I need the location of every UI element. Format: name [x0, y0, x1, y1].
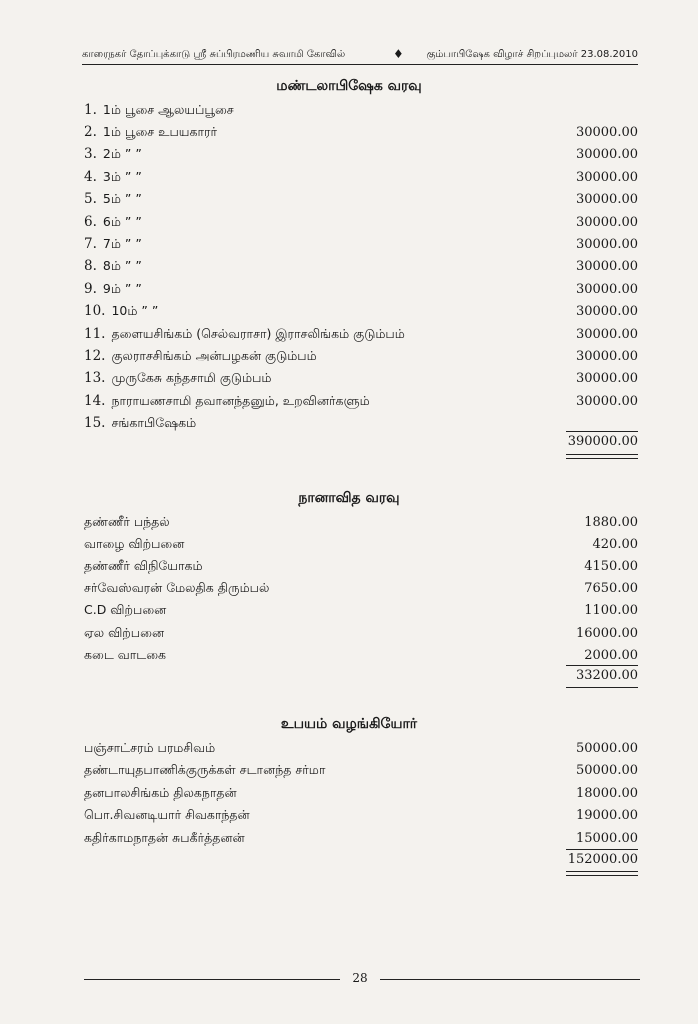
list-item — [84, 369, 638, 389]
list-item — [84, 257, 638, 277]
misc-total-rule-bottom — [566, 687, 638, 688]
item-label: தண்டாயுதபாணிக்குருக்கள் சடானந்த சர்மா — [84, 762, 326, 777]
header-left-text: காரைநகர் தோப்புக்காடு ஸ்ரீ சுப்பிரமணிய சுவாமி கோவில் — [82, 49, 346, 60]
item-amount: 4150.00 — [584, 558, 638, 574]
page-number: 28 — [340, 971, 380, 985]
item-number: 3. — [84, 146, 97, 163]
item-amount: 2000.00 — [584, 647, 638, 663]
item-number: 10. — [84, 303, 106, 320]
item-amount: 19000.00 — [575, 808, 638, 823]
donors-total: 152000.00 — [567, 852, 638, 867]
item-amount: 30000.00 — [575, 371, 638, 387]
item-label: 1ம் பூசை உபயகாரர் — [102, 123, 218, 139]
mandala-total-rule-bottom-2 — [566, 458, 638, 459]
item-amount: 30000.00 — [575, 192, 638, 208]
item-label: பொ.சிவனடியார் சிவகாந்தன் — [84, 807, 250, 822]
list-item — [84, 190, 638, 210]
item-label: 8ம் ” ” — [102, 258, 142, 274]
item-amount: 30000.00 — [575, 214, 638, 230]
item-number: 15. — [84, 415, 106, 432]
item-label: 6ம் ” ” — [102, 213, 142, 229]
list-item — [84, 279, 638, 299]
item-number: 4. — [84, 168, 97, 185]
section-title-misc: நானாவித வரவு — [298, 490, 400, 506]
item-label: 5ம் ” ” — [102, 191, 142, 207]
item-amount: 1880.00 — [584, 514, 638, 530]
item-amount: 7650.00 — [584, 581, 638, 597]
item-label: கடை வாடகை — [84, 646, 167, 662]
misc-total: 33200.00 — [575, 668, 638, 683]
item-number: 11. — [84, 325, 106, 342]
list-item — [84, 623, 638, 643]
list-item — [84, 783, 638, 803]
item-number: 6. — [84, 213, 97, 230]
item-amount: 18000.00 — [575, 785, 638, 801]
list-item — [84, 414, 638, 434]
item-amount: 420.00 — [592, 536, 638, 552]
list-item — [84, 738, 638, 758]
item-amount: 30000.00 — [575, 326, 638, 342]
section-title-donors: உபயம் வழங்கியோர் — [280, 716, 418, 732]
misc-total-rule-top — [566, 665, 638, 666]
item-amount: 15000.00 — [575, 830, 638, 846]
list-item — [84, 100, 638, 120]
item-label: தளையசிங்கம் (செல்வராசா) இராசலிங்கம் குடும்பம் — [111, 325, 405, 341]
mandala-total-rule-bottom-1 — [566, 454, 638, 455]
item-amount: 30000.00 — [575, 169, 638, 185]
item-label: நாராயணசாமி தவானந்தனும், உறவினர்களும் — [111, 392, 370, 408]
list-item — [84, 324, 638, 344]
donors-total-rule-bottom-1 — [566, 871, 638, 872]
mandala-total-rule-top — [566, 431, 638, 432]
donors-total-rule-bottom-2 — [566, 875, 638, 876]
item-amount: 30000.00 — [575, 393, 638, 409]
item-number: 2. — [84, 123, 97, 140]
list-item — [84, 212, 638, 232]
item-amount: 30000.00 — [575, 281, 638, 297]
section-title-mandala: மண்டலாபிஷேக வரவு — [276, 78, 422, 94]
list-item — [84, 122, 638, 142]
header-ornament-icon: ♦ — [393, 47, 404, 61]
item-label: சர்வேஸ்வரன் மேலதிக திரும்பல் — [84, 580, 270, 596]
item-label: கதிர்காமநாதன் சுபகீர்த்தனன் — [84, 829, 245, 845]
list-item — [84, 601, 638, 621]
list-item — [84, 512, 638, 532]
mandala-total: 390000.00 — [567, 434, 638, 449]
item-label: 10ம் ” ” — [111, 303, 159, 319]
item-number: 5. — [84, 191, 97, 208]
item-number: 13. — [84, 370, 106, 387]
item-label: சங்காபிஷேகம் — [111, 415, 197, 431]
item-amount: 50000.00 — [575, 763, 638, 778]
item-amount: 50000.00 — [575, 740, 638, 756]
donors-total-rule-top — [566, 849, 638, 850]
item-label: முருகேசு கந்தசாமி குடும்பம் — [111, 370, 272, 386]
list-item — [84, 806, 638, 826]
item-label: குலராசசிங்கம் அன்பழகன் குடும்பம் — [111, 347, 317, 363]
item-label: 3ம் ” ” — [102, 168, 142, 184]
list-item — [84, 302, 638, 322]
item-number: 14. — [84, 392, 106, 409]
list-item — [84, 828, 638, 848]
header-rule — [82, 64, 638, 65]
running-header — [82, 46, 638, 64]
item-amount: 30000.00 — [575, 348, 638, 364]
item-amount: 16000.00 — [575, 625, 638, 641]
list-item — [84, 391, 638, 411]
item-label: 1ம் பூசை ஆலயப்பூசை — [102, 101, 234, 117]
list-item — [84, 556, 638, 576]
list-item — [84, 645, 638, 665]
list-item — [84, 234, 638, 254]
item-label: 9ம் ” ” — [102, 280, 142, 296]
header-right-text: கும்பாபிஷேக விழாச் சிறப்புமலர் 23.08.2010 — [426, 49, 638, 60]
list-item — [84, 761, 638, 781]
item-number: 12. — [84, 347, 106, 364]
item-label: தனபாலசிங்கம் திலகநாதன் — [84, 784, 237, 800]
item-label: C.D விற்பனை — [84, 602, 167, 618]
item-label: வாழை விற்பனை — [84, 535, 185, 551]
item-number: 8. — [84, 258, 97, 275]
item-number: 7. — [84, 235, 97, 252]
item-label: தண்ணீர் பந்தல் — [84, 513, 170, 529]
item-number: 9. — [84, 280, 97, 297]
item-label: பஞ்சாட்சரம் பரமசிவம் — [84, 739, 216, 755]
list-item — [84, 346, 638, 366]
list-item — [84, 145, 638, 165]
item-amount: 30000.00 — [575, 304, 638, 320]
item-amount: 30000.00 — [575, 147, 638, 163]
item-label: 2ம் ” ” — [102, 146, 142, 162]
item-label: தண்ணீர் விநியோகம் — [84, 557, 203, 573]
list-item — [84, 579, 638, 599]
item-number: 1. — [84, 101, 97, 118]
item-label: ஏல விற்பனை — [84, 624, 165, 640]
list-item — [84, 167, 638, 187]
item-amount: 1100.00 — [584, 603, 638, 619]
item-amount: 30000.00 — [575, 124, 638, 140]
item-amount: 30000.00 — [575, 236, 638, 252]
item-amount: 30000.00 — [575, 259, 638, 275]
list-item — [84, 534, 638, 554]
item-label: 7ம் ” ” — [102, 235, 142, 251]
